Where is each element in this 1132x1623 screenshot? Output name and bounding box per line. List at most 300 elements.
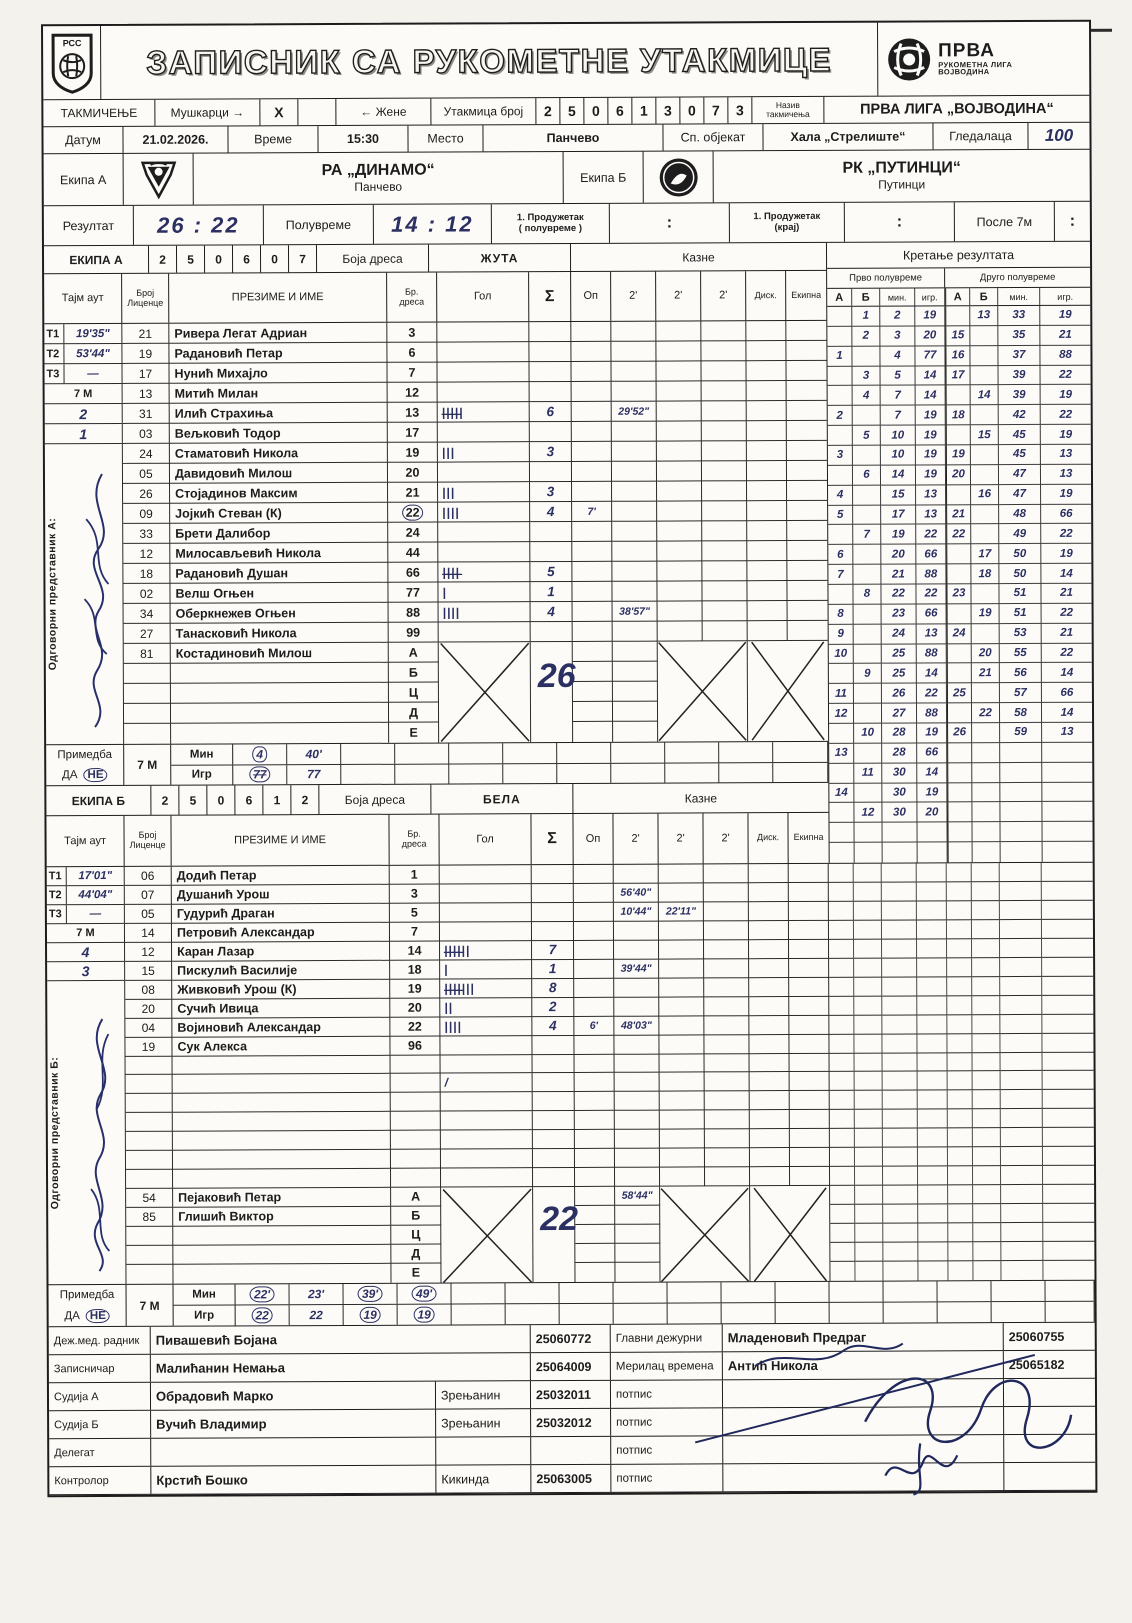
empty-cell	[668, 1303, 722, 1323]
official-row	[49, 1323, 1095, 1356]
dress-number	[388, 543, 438, 563]
score-min2: 59	[1000, 723, 1042, 743]
grid-cell	[855, 1053, 883, 1072]
licence-number: 20	[125, 999, 172, 1018]
goals-tally	[441, 1093, 533, 1112]
score-igr2: 66	[1042, 683, 1092, 703]
score-min2: 55	[1000, 644, 1042, 664]
player-name	[173, 1264, 391, 1284]
score-igr1: 88	[917, 644, 947, 664]
remark-no[interactable]: НЕ	[83, 768, 107, 782]
team-a-banner	[44, 243, 826, 274]
score-a1	[828, 426, 853, 446]
grid-cell	[1000, 882, 1042, 901]
score-b2: 14	[971, 386, 999, 406]
grid-cell	[1001, 1109, 1043, 1128]
score-b1: 11	[854, 763, 882, 783]
licence-number: 06	[125, 867, 172, 886]
score-min2: 56	[1000, 663, 1042, 683]
score-igr2: 19	[1041, 484, 1091, 504]
penalty-2min-2	[660, 1262, 705, 1281]
penalty-2min-1	[613, 622, 658, 642]
licence-number	[126, 1132, 173, 1151]
goals-tally	[441, 1149, 533, 1168]
penalty-2min-1: 29'52"	[612, 402, 657, 422]
dress-number	[388, 403, 438, 423]
penalty-2min-3	[705, 1149, 750, 1168]
score-a2	[946, 386, 971, 406]
grid-cell	[829, 864, 854, 883]
score-a1: 11	[829, 684, 854, 704]
grid-cell	[947, 882, 972, 901]
dress-number-value: 88	[406, 605, 421, 620]
empty-cell	[557, 763, 611, 783]
penalty-2min-2: 22'11"	[659, 902, 704, 921]
penalty-team	[790, 1129, 830, 1148]
empty-cell	[503, 743, 557, 763]
grid-cell	[1000, 901, 1042, 920]
score-min1: 23	[882, 604, 917, 624]
score-igr2	[1043, 842, 1093, 862]
grid-cell	[1001, 1223, 1043, 1242]
grid-cell	[830, 1224, 855, 1243]
col-dress-1: Бр.	[407, 828, 421, 839]
team-b-code-digit: 5	[179, 786, 207, 815]
grid-cell	[830, 1110, 855, 1129]
t3-label: T3	[44, 364, 64, 383]
grid-cell	[973, 1072, 1001, 1091]
team-a-player-row	[124, 721, 828, 744]
remark-min-1: 22'	[250, 1286, 274, 1302]
penalty-2min-3	[705, 1111, 750, 1130]
grid-cell	[882, 1034, 917, 1053]
empty-cell	[719, 763, 773, 783]
team-a-name-text: РА „ДИНАМО“	[321, 161, 435, 180]
penalty-2min-2	[660, 1168, 705, 1187]
penalty-2min-2	[657, 461, 702, 481]
score-igr2: 19	[1040, 306, 1090, 326]
penalty-2min-1	[614, 940, 659, 959]
score-min1: 7	[881, 386, 916, 406]
penalty-team	[786, 321, 826, 341]
seven-m-count-1: 2	[45, 404, 122, 424]
penalty-2min-2	[657, 561, 702, 581]
result-label: Резултат	[44, 206, 134, 245]
penalty-2min-1	[615, 1206, 660, 1225]
official-right-label: потпис	[611, 1436, 723, 1463]
grid-cell	[882, 920, 917, 939]
time-label: Време	[228, 126, 318, 152]
score-b1	[854, 624, 882, 644]
licence-number: 12	[125, 943, 172, 962]
col-name: ПРЕЗИМЕ И ИМЕ	[171, 815, 389, 866]
penalty-disqualification	[750, 1243, 790, 1262]
licence-number: 08	[125, 980, 172, 999]
penalty-op	[572, 582, 612, 602]
licence-number: 15	[125, 961, 172, 980]
licence-number	[124, 684, 171, 704]
grid-cell	[972, 939, 1000, 958]
dress-number-value: 13	[405, 405, 420, 420]
grid-cell	[918, 1129, 948, 1148]
official-id: 25060772	[531, 1325, 611, 1352]
col-igr: игр.	[1057, 291, 1074, 302]
official-right-name	[723, 1379, 1004, 1407]
penalty-2min-1	[612, 562, 657, 582]
dress-number-value: 20	[407, 1000, 422, 1015]
penalty-disqualification	[747, 401, 787, 421]
penalty-2min-1	[614, 921, 659, 940]
grid-cell	[855, 1205, 883, 1224]
score-a1	[829, 803, 854, 823]
player-name: Глишић Виктор	[173, 1207, 391, 1227]
empty-cell	[449, 764, 503, 784]
player-name: Брети Далибор	[170, 523, 388, 544]
dress-number	[389, 603, 439, 623]
grid-cell	[1001, 1185, 1043, 1204]
penalty-2min-1	[615, 1054, 660, 1073]
grid-cell	[918, 1186, 948, 1205]
goals-sum	[533, 1263, 575, 1282]
penalty-op	[572, 562, 612, 582]
penalty-disqualification	[748, 681, 788, 701]
dress-number	[390, 941, 440, 960]
empty-cell	[830, 1303, 884, 1323]
competition-name-label	[752, 97, 824, 123]
grid-cell	[1000, 977, 1042, 996]
grid-cell	[1001, 1261, 1043, 1280]
grid-cell	[972, 958, 1000, 977]
team-a-code-digit: 6	[233, 245, 261, 272]
grid-cell	[947, 958, 972, 977]
dress-number-value: А	[408, 645, 418, 660]
score-row	[829, 643, 1092, 664]
licence-number	[126, 1056, 173, 1075]
grid-cell	[854, 1034, 882, 1053]
remark-yes[interactable]: ДА	[62, 769, 78, 782]
player-name	[173, 1150, 391, 1170]
remark-igr-1: 77	[249, 767, 270, 783]
score-b1	[854, 744, 882, 764]
penalty-2min-3	[702, 501, 747, 521]
team-b-crest-icon	[644, 151, 714, 202]
penalty-2min-1: 48'03"	[614, 1016, 659, 1035]
team-b-jersey-color: БЕЛА	[431, 784, 573, 814]
penalty-2min-2	[656, 321, 701, 341]
grid-cell	[830, 1205, 855, 1224]
licence-number: 19	[125, 1037, 172, 1056]
penalties-header: Казне	[682, 249, 715, 264]
remark-igr-1: 22	[251, 1307, 272, 1323]
goals-sum	[531, 722, 573, 742]
licence-number: 03	[123, 424, 170, 444]
team-a-name	[194, 152, 564, 205]
penalty-disqualification	[749, 921, 789, 940]
penalty-op	[574, 997, 614, 1016]
t2-label: T2	[44, 344, 64, 363]
penalty-disqualification	[746, 341, 786, 361]
score-min2: 50	[999, 544, 1041, 564]
score-b2	[972, 783, 1000, 803]
goals-tally: |	[438, 582, 530, 602]
team-b-table-header	[46, 813, 828, 866]
grid-cell	[829, 1034, 854, 1053]
penalty-2min-2	[657, 421, 702, 441]
penalty-disqualification	[746, 321, 786, 341]
score-igr2: 22	[1041, 405, 1091, 425]
score-min2: 45	[999, 425, 1041, 445]
grid-cell	[854, 902, 882, 921]
licence-number: 14	[125, 924, 172, 943]
grid-cell	[1000, 1015, 1042, 1034]
penalty-2min-2	[659, 978, 704, 997]
penalty-disqualification	[747, 381, 787, 401]
team-b-representative	[47, 981, 125, 1284]
player-name: Сук Алекса	[172, 1036, 390, 1056]
dress-number-value: 7	[408, 365, 416, 380]
score-b1	[854, 823, 882, 843]
penalty-2min-2	[658, 681, 703, 701]
dress-number-value: 66	[405, 565, 420, 580]
goals-sum: 3	[530, 482, 572, 502]
empty-cell	[665, 763, 719, 783]
official-right-name	[723, 1435, 1004, 1463]
dress-number	[391, 1226, 441, 1245]
penalty-op	[573, 602, 613, 622]
score-row	[829, 683, 1092, 704]
penalty-team	[789, 1015, 829, 1034]
remark-min-label: Мин	[171, 744, 232, 765]
score-row	[829, 782, 1092, 803]
teams-row	[44, 150, 1090, 207]
score-igr1: 66	[916, 545, 946, 565]
grid-cell	[973, 1166, 1001, 1185]
score-igr2	[1042, 822, 1092, 842]
player-name: Војиновић Александар	[172, 1017, 390, 1037]
penalty-2min-2	[660, 1243, 705, 1262]
penalty-2min-1	[612, 502, 657, 522]
score-a1	[829, 764, 854, 784]
seven-m-count-1: 4	[47, 943, 124, 962]
penalty-op	[572, 382, 612, 402]
official-right-id	[1004, 1463, 1095, 1490]
penalty-2min-3	[705, 1243, 750, 1262]
grid-cell	[1042, 901, 1093, 920]
goals-tally	[440, 865, 532, 884]
team-b-goal-total: 22	[540, 1199, 579, 1239]
empty-cell	[503, 764, 557, 784]
goals-tally	[441, 1244, 533, 1263]
official-id	[531, 1437, 611, 1464]
score-b1	[853, 485, 881, 505]
penalty-op	[574, 1035, 614, 1054]
dress-number-value: 20	[405, 465, 420, 480]
grid-cell	[972, 901, 1000, 920]
goals-sum: 4	[531, 602, 573, 622]
timeout-t1	[47, 867, 124, 886]
score-igr1: 19	[916, 406, 946, 426]
score-row	[828, 504, 1091, 525]
official-right-name: Младеновић Предраг	[723, 1323, 1004, 1351]
remark-yes[interactable]: ДА	[64, 1309, 80, 1322]
licence-number: 31	[123, 404, 170, 424]
penalty-disqualification	[748, 601, 788, 621]
goals-tally	[441, 1168, 533, 1187]
t3-label: T3	[47, 905, 67, 923]
competition-name-value: ПРВА ЛИГА „ВОЈВОДИНА“	[860, 100, 1054, 118]
score-a1: 4	[828, 485, 853, 505]
penalty-team	[790, 1262, 830, 1281]
grid-cell	[882, 996, 917, 1015]
official-id: 25064009	[531, 1353, 611, 1380]
dress-number	[391, 1150, 441, 1169]
penalty-disqualification	[750, 1262, 790, 1281]
grid-cell	[1042, 1033, 1093, 1052]
licence-number: 09	[123, 504, 170, 524]
penalty-team	[790, 1243, 830, 1262]
grid-cell	[830, 1053, 855, 1072]
men-checkbox[interactable]: X	[260, 99, 298, 125]
team-a-code-digit: 0	[261, 245, 289, 272]
grid-cell	[854, 920, 882, 939]
score-min1	[882, 823, 917, 843]
grid-cell	[1001, 1242, 1043, 1261]
licence-number: 04	[125, 1018, 172, 1037]
score-b1	[853, 545, 881, 565]
team-b-code-digit: 2	[151, 786, 179, 815]
col-licence-2: Лиценце	[129, 839, 166, 850]
score-b1: 9	[854, 664, 882, 684]
penalty-2min-3	[703, 601, 748, 621]
penalty-team	[787, 441, 827, 461]
dress-number	[391, 1264, 441, 1283]
score-igr1: 13	[916, 485, 946, 505]
grid-cell	[918, 1223, 948, 1242]
t2-label: T2	[47, 886, 67, 904]
remark-no[interactable]: НЕ	[86, 1309, 110, 1323]
score-a1: 9	[829, 625, 854, 645]
goals-tally	[440, 922, 532, 941]
licence-number: 12	[123, 544, 170, 564]
penalty-2min-1	[613, 722, 658, 742]
grid-cell	[1043, 1147, 1094, 1166]
team-a-banner-label: ЕКИПА А	[44, 246, 149, 273]
grid-cell	[972, 882, 1000, 901]
empty-cell	[884, 1302, 938, 1322]
form-title-wrap	[101, 23, 877, 99]
grid-cell	[947, 996, 972, 1015]
penalty-2min-2	[659, 1016, 704, 1035]
score-b1: 7	[853, 525, 881, 545]
score-b1: 3	[853, 366, 881, 386]
score-min1: 28	[882, 743, 917, 763]
penalty-2min-3	[705, 1167, 750, 1186]
team-a-crest-icon	[124, 154, 194, 205]
score-movement	[827, 242, 1093, 863]
grid-cell	[973, 1128, 1001, 1147]
grid-cell	[1042, 882, 1093, 901]
goals-sum	[532, 865, 574, 884]
licence-number: 33	[123, 524, 170, 544]
score-igr2: 13	[1041, 445, 1091, 465]
official-name: Малићанин Немања	[151, 1353, 531, 1382]
overtime1-score: :	[610, 203, 730, 243]
penalty-disqualification	[750, 1167, 790, 1186]
halftime-label: Полувреме	[264, 205, 374, 244]
goals-sum	[529, 342, 571, 362]
score-min1: 28	[882, 724, 917, 744]
grid-cell	[948, 1166, 973, 1185]
licence-number: 26	[123, 484, 170, 504]
match-number-digit: 1	[632, 98, 656, 124]
match-record-form	[41, 20, 1097, 1498]
goals-sum	[533, 1111, 575, 1130]
score-row	[829, 762, 1092, 783]
empty-cell	[449, 743, 503, 763]
goals-sum	[530, 422, 572, 442]
grid-cell	[1000, 920, 1042, 939]
score-min2: 51	[1000, 604, 1042, 624]
remark-igr-label: Игр	[191, 768, 212, 781]
penalty-op	[572, 482, 612, 502]
player-name: Додић Петар	[172, 866, 390, 886]
remark-min-label: Мин	[174, 1284, 235, 1305]
grid-cell	[882, 882, 917, 901]
penalty-2min-2	[656, 341, 701, 361]
overtime1-label-1: 1. Продужетак	[516, 211, 584, 223]
col-dress	[387, 273, 437, 322]
penalty-team	[787, 401, 827, 421]
penalty-op	[575, 1206, 615, 1225]
score-a1	[828, 386, 853, 406]
penalty-disqualification	[746, 361, 786, 381]
score-a2	[947, 664, 972, 684]
goals-sum: 3	[530, 442, 572, 462]
official-row	[49, 1435, 1095, 1468]
score-b2: 21	[972, 664, 1000, 684]
grid-cell	[854, 958, 882, 977]
score-igr2	[1042, 802, 1092, 822]
official-right-label: потпис	[611, 1464, 723, 1491]
score-a2	[947, 783, 972, 803]
player-name	[173, 1055, 391, 1075]
col-licence-1: Број	[138, 829, 157, 840]
goals-tally: |̶|̶|̶|̶	[438, 562, 530, 582]
licence-number: 24	[123, 444, 170, 464]
official-id: 25032012	[531, 1409, 611, 1436]
grid-cell	[829, 940, 854, 959]
grid-cell	[948, 1204, 973, 1223]
penalty-2min-1: 56'40"	[614, 884, 659, 903]
score-igr1: 14	[917, 763, 947, 783]
licence-number: 05	[125, 905, 172, 924]
grid-cell	[947, 920, 972, 939]
score-min2	[1000, 783, 1042, 803]
score-a2: 26	[947, 723, 972, 743]
penalty-2min-2	[659, 997, 704, 1016]
penalty-2min-1	[613, 682, 658, 702]
penalty-2min-1: 39'44"	[614, 959, 659, 978]
score-a2: 22	[946, 525, 971, 545]
grid-cell	[948, 1261, 973, 1280]
score-igr2: 14	[1041, 564, 1091, 584]
player-name	[171, 723, 389, 744]
t2-value: 53'44"	[76, 347, 110, 360]
grid-cell	[948, 1072, 973, 1091]
penalty-2min-2	[659, 921, 704, 940]
grid-cell	[855, 1186, 883, 1205]
women-checkbox[interactable]	[298, 99, 336, 125]
